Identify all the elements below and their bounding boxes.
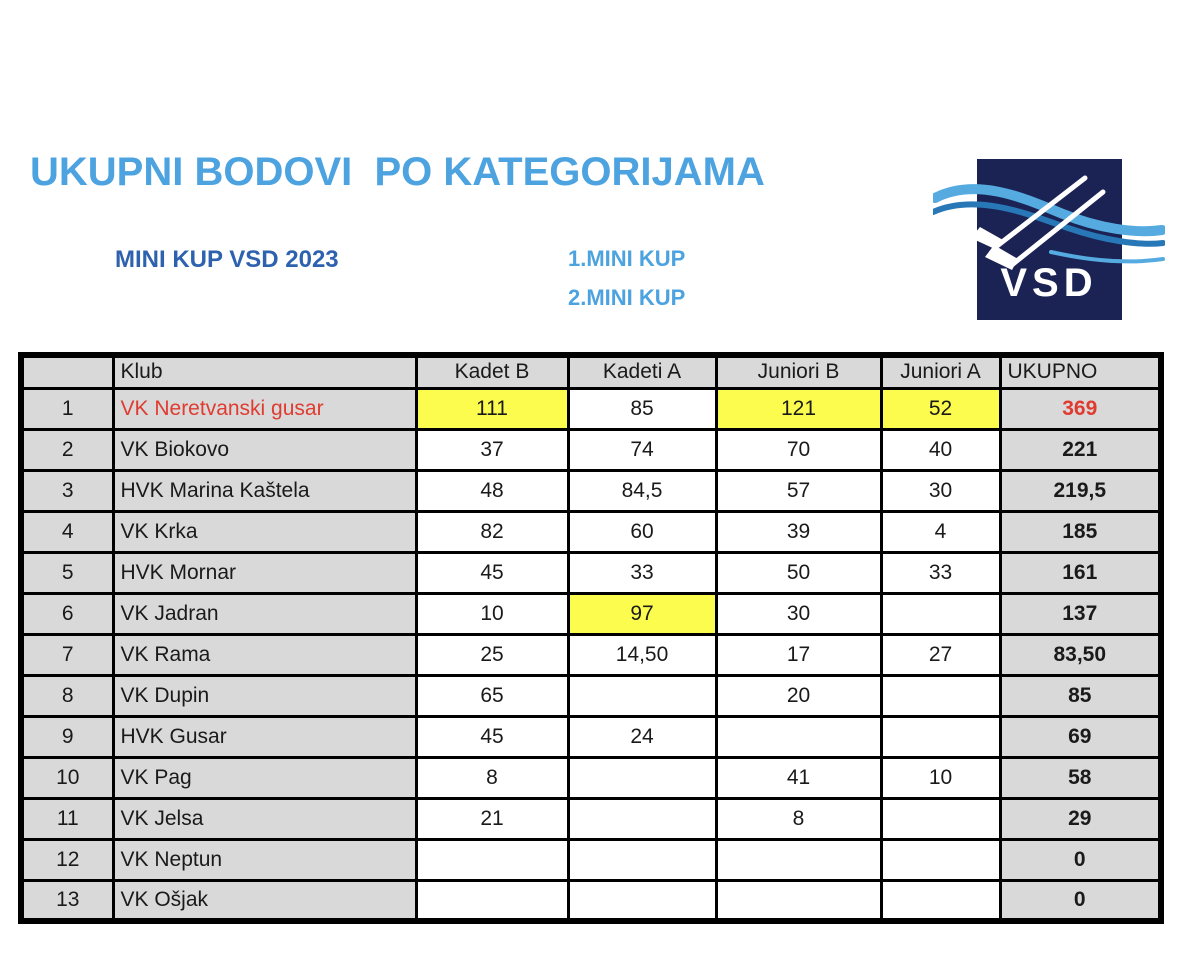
juniori-a-cell: 10 (881, 757, 1000, 798)
juniori-b-cell: 8 (716, 798, 881, 839)
juniori-b-cell: 121 (716, 388, 881, 429)
juniori-a-cell: 33 (881, 552, 1000, 593)
rank-cell: 12 (21, 839, 113, 880)
juniori-b-cell: 50 (716, 552, 881, 593)
klub-cell: VK Ošjak (113, 880, 416, 921)
ukupno-cell: 185 (1000, 511, 1161, 552)
ukupno-cell: 0 (1000, 880, 1161, 921)
kadeti-a-cell: 74 (568, 429, 716, 470)
juniori-b-cell: 20 (716, 675, 881, 716)
kadeti-a-cell (568, 798, 716, 839)
ukupno-header: UKUPNO (1000, 355, 1161, 388)
klub-cell: HVK Mornar (113, 552, 416, 593)
page-title: UKUPNI BODOVI PO KATEGORIJAMA (30, 150, 765, 194)
ukupno-cell: 0 (1000, 839, 1161, 880)
rank-cell: 7 (21, 634, 113, 675)
juniori-a-header: Juniori A (881, 355, 1000, 388)
klub-cell: VK Rama (113, 634, 416, 675)
results-table-body (21, 388, 1161, 921)
kadeti-a-cell: 14,50 (568, 634, 716, 675)
juniori-b-cell: 17 (716, 634, 881, 675)
table-row (21, 511, 1161, 552)
kadeti-a-cell: 24 (568, 716, 716, 757)
klub-cell: VK Biokovo (113, 429, 416, 470)
juniori-a-cell: 52 (881, 388, 1000, 429)
kadet-b-cell: 37 (416, 429, 568, 470)
kadet-b-cell (416, 839, 568, 880)
juniori-a-cell (881, 880, 1000, 921)
juniori-b-cell (716, 839, 881, 880)
rank-cell: 11 (21, 798, 113, 839)
table-row (21, 634, 1161, 675)
table-row (21, 593, 1161, 634)
rank-cell: 1 (21, 388, 113, 429)
klub-header: Klub (113, 355, 416, 388)
ukupno-cell: 369 (1000, 388, 1161, 429)
rank-cell: 5 (21, 552, 113, 593)
juniori-b-cell (716, 880, 881, 921)
rank-cell: 10 (21, 757, 113, 798)
kadet-b-cell: 65 (416, 675, 568, 716)
rank-cell: 3 (21, 470, 113, 511)
juniori-a-cell (881, 839, 1000, 880)
rowing-club-logo-icon (933, 140, 1165, 336)
juniori-a-cell (881, 675, 1000, 716)
juniori-b-cell: 39 (716, 511, 881, 552)
ukupno-cell: 83,50 (1000, 634, 1161, 675)
juniori-a-cell: 27 (881, 634, 1000, 675)
kadet-b-cell: 21 (416, 798, 568, 839)
event-1: 1.MINI KUP (568, 246, 686, 271)
ukupno-cell: 58 (1000, 757, 1161, 798)
juniori-a-cell (881, 716, 1000, 757)
vsd-logo (933, 140, 1165, 336)
klub-cell: VK Jelsa (113, 798, 416, 839)
competition-subtitle: MINI KUP VSD 2023 (115, 246, 339, 273)
rank-cell: 9 (21, 716, 113, 757)
ukupno-cell: 219,5 (1000, 470, 1161, 511)
klub-cell: VK Neretvanski gusar (113, 388, 416, 429)
kadet-b-cell: 48 (416, 470, 568, 511)
kadet-b-cell: 82 (416, 511, 568, 552)
juniori-b-cell: 57 (716, 470, 881, 511)
table-row (21, 798, 1161, 839)
kadet-b-cell: 111 (416, 388, 568, 429)
klub-cell: VK Jadran (113, 593, 416, 634)
table-row (21, 429, 1161, 470)
kadeti-a-header: Kadeti A (568, 355, 716, 388)
table-row (21, 470, 1161, 511)
kadet-b-header: Kadet B (416, 355, 568, 388)
kadet-b-cell: 25 (416, 634, 568, 675)
kadeti-a-cell: 84,5 (568, 470, 716, 511)
kadet-b-cell: 8 (416, 757, 568, 798)
table-header (21, 355, 1161, 388)
klub-cell: HVK Marina Kaštela (113, 470, 416, 511)
kadeti-a-cell: 33 (568, 552, 716, 593)
ukupno-cell: 29 (1000, 798, 1161, 839)
juniori-a-cell (881, 798, 1000, 839)
rank-cell: 4 (21, 511, 113, 552)
kadet-b-cell: 45 (416, 716, 568, 757)
kadeti-a-cell: 97 (568, 593, 716, 634)
juniori-b-cell (716, 716, 881, 757)
juniori-b-cell: 30 (716, 593, 881, 634)
table-row (21, 757, 1161, 798)
kadeti-a-cell (568, 675, 716, 716)
table-row (21, 388, 1161, 429)
ukupno-cell: 221 (1000, 429, 1161, 470)
table-row (21, 716, 1161, 757)
logo-text: VSD (1000, 261, 1098, 305)
rank-cell: 13 (21, 880, 113, 921)
kadet-b-cell: 45 (416, 552, 568, 593)
table-row (21, 839, 1161, 880)
juniori-a-cell: 30 (881, 470, 1000, 511)
rank-cell: 6 (21, 593, 113, 634)
klub-cell: HVK Gusar (113, 716, 416, 757)
juniori-a-cell: 40 (881, 429, 1000, 470)
kadeti-a-cell (568, 880, 716, 921)
juniori-b-cell: 70 (716, 429, 881, 470)
kadeti-a-cell: 85 (568, 388, 716, 429)
kadeti-a-cell: 60 (568, 511, 716, 552)
rank-cell: 2 (21, 429, 113, 470)
rank-cell: 8 (21, 675, 113, 716)
ukupno-cell: 85 (1000, 675, 1161, 716)
juniori-a-cell: 4 (881, 511, 1000, 552)
table-row (21, 675, 1161, 716)
klub-cell: VK Krka (113, 511, 416, 552)
header-row (21, 355, 1161, 388)
kadet-b-cell (416, 880, 568, 921)
event-2: 2.MINI KUP (568, 285, 686, 310)
rank-header (21, 355, 113, 388)
juniori-b-header: Juniori B (716, 355, 881, 388)
kadeti-a-cell (568, 757, 716, 798)
ukupno-cell: 137 (1000, 593, 1161, 634)
results-table (18, 352, 1164, 924)
klub-cell: VK Dupin (113, 675, 416, 716)
kadeti-a-cell (568, 839, 716, 880)
klub-cell: VK Neptun (113, 839, 416, 880)
juniori-a-cell (881, 593, 1000, 634)
event-list (568, 246, 685, 324)
ukupno-cell: 161 (1000, 552, 1161, 593)
kadet-b-cell: 10 (416, 593, 568, 634)
ukupno-cell: 69 (1000, 716, 1161, 757)
juniori-b-cell: 41 (716, 757, 881, 798)
klub-cell: VK Pag (113, 757, 416, 798)
table-row (21, 552, 1161, 593)
table-row (21, 880, 1161, 921)
